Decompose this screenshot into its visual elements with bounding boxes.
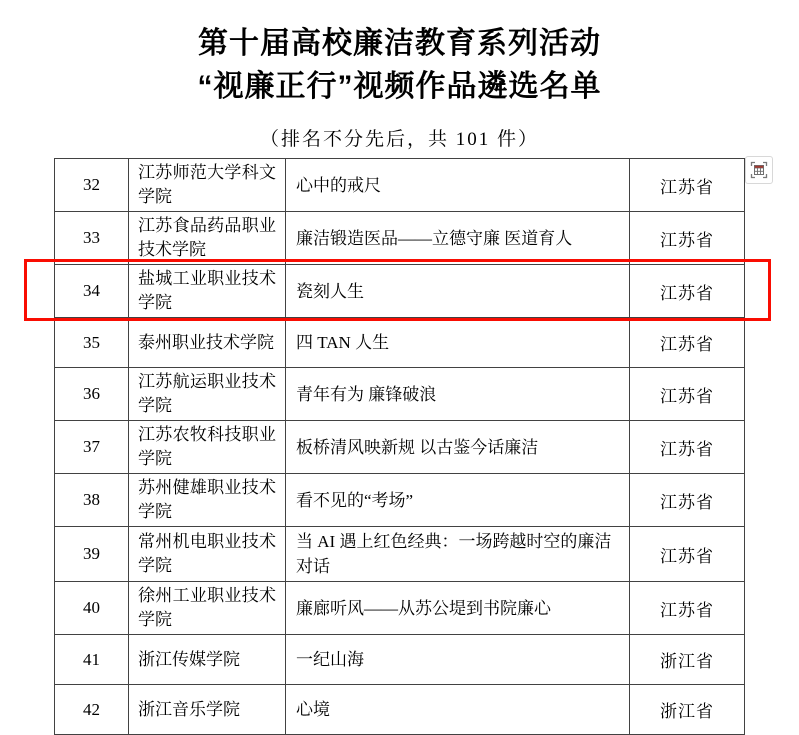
table-row — [55, 159, 745, 212]
cell-work-title: 瓷刻人生 — [286, 265, 630, 318]
cell-province: 江苏省 — [630, 212, 745, 265]
cell-work-title: 看不见的“考场” — [286, 474, 630, 527]
cell-province: 江苏省 — [630, 474, 745, 527]
cell-school: 江苏食品药品职业技术学院 — [129, 212, 286, 265]
document-title-line-1: 第十届高校廉洁教育系列活动 — [198, 27, 601, 60]
cell-school: 江苏航运职业技术学院 — [129, 368, 286, 421]
cell-number: 32 — [55, 159, 129, 212]
table-row — [55, 474, 745, 527]
cell-work-title: 廉洁锻造医品——立德守廉 医道育人 — [286, 212, 630, 265]
cell-school: 常州机电职业技术学院 — [129, 527, 286, 582]
table-select-button[interactable] — [745, 156, 773, 184]
cell-number: 39 — [55, 527, 129, 582]
cell-number: 40 — [55, 582, 129, 635]
cell-number: 36 — [55, 368, 129, 421]
cell-province: 江苏省 — [630, 318, 745, 368]
cell-school: 盐城工业职业技术学院 — [129, 265, 286, 318]
table-row — [55, 685, 745, 735]
table-wrap — [54, 158, 744, 735]
cell-work-title: 四 TAN 人生 — [286, 318, 630, 368]
cell-number: 34 — [55, 265, 129, 318]
table-row — [55, 212, 745, 265]
cell-number: 37 — [55, 421, 129, 474]
title-block — [0, 22, 799, 151]
cell-number: 33 — [55, 212, 129, 265]
cell-school: 浙江音乐学院 — [129, 685, 286, 735]
cell-school: 徐州工业职业技术学院 — [129, 582, 286, 635]
table-row — [55, 582, 745, 635]
cell-work-title: 心境 — [286, 685, 630, 735]
table-selection-icon — [750, 161, 768, 179]
cell-school: 苏州健雄职业技术学院 — [129, 474, 286, 527]
works-table — [54, 158, 745, 735]
cell-work-title: 廉廊听风——从苏公堤到书院廉心 — [286, 582, 630, 635]
cell-number: 38 — [55, 474, 129, 527]
document-title-line-2: “视廉正行”视频作品遴选名单 — [197, 70, 602, 103]
cell-work-title: 青年有为 廉锋破浪 — [286, 368, 630, 421]
table-row — [55, 635, 745, 685]
cell-number: 41 — [55, 635, 129, 685]
document-subtitle: （排名不分先后，共 101 件） — [259, 129, 539, 150]
cell-number: 35 — [55, 318, 129, 368]
cell-province: 浙江省 — [630, 635, 745, 685]
table-row — [55, 318, 745, 368]
cell-work-title: 板桥清风映新规 以古鉴今话廉洁 — [286, 421, 630, 474]
cell-province: 江苏省 — [630, 527, 745, 582]
cell-number: 42 — [55, 685, 129, 735]
cell-province: 江苏省 — [630, 159, 745, 212]
cell-school: 泰州职业技术学院 — [129, 318, 286, 368]
cell-work-title: 一纪山海 — [286, 635, 630, 685]
table-row — [55, 265, 745, 318]
cell-school: 浙江传媒学院 — [129, 635, 286, 685]
works-table-body — [55, 159, 745, 735]
cell-province: 江苏省 — [630, 582, 745, 635]
cell-school: 江苏师范大学科文学院 — [129, 159, 286, 212]
cell-province: 江苏省 — [630, 368, 745, 421]
cell-work-title: 当 AI 遇上红色经典：一场跨越时空的廉洁对话 — [286, 527, 630, 582]
cell-work-title: 心中的戒尺 — [286, 159, 630, 212]
cell-province: 江苏省 — [630, 421, 745, 474]
cell-province: 浙江省 — [630, 685, 745, 735]
table-row — [55, 421, 745, 474]
table-row — [55, 368, 745, 421]
cell-province: 江苏省 — [630, 265, 745, 318]
table-row — [55, 527, 745, 582]
cell-school: 江苏农牧科技职业学院 — [129, 421, 286, 474]
